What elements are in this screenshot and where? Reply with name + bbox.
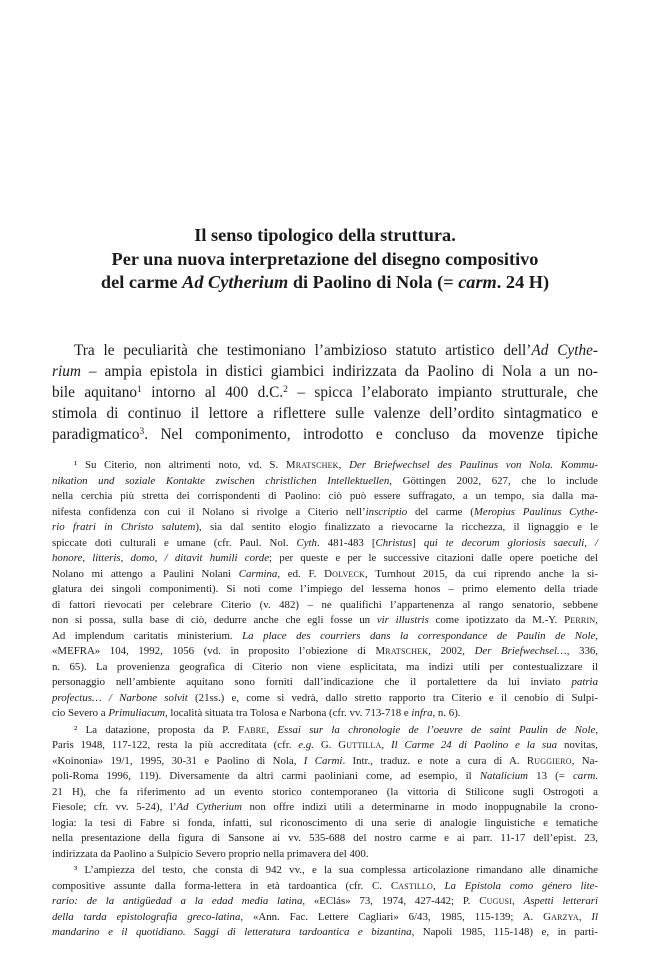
title-line-1: Il senso tipologico della struttura. xyxy=(194,225,456,245)
footnote-ref-3[interactable]: 3 xyxy=(139,426,145,437)
title-line-3: del carme Ad Cytherium di Paolino di Nola (= carm. 24 H) xyxy=(100,272,550,292)
body-line: rium – ampia epistola in distici giambici indirizzata da Paolino di Nola a un no- xyxy=(52,363,598,380)
body-paragraph xyxy=(52,340,598,445)
footnote-3: ³ L’ampiezza del testo, che consta di 942 vv., e la sua complessa articolazione rimandano alle dinamiche compositive assunte dalla forma-lettera in età tardoantica (cfr. C. Castillo, La Epístola como género lite- rario: de la antigüedad a la edad media latina, «EClás» 73, 1974, 427-442; P. Cugusi, Aspetti letterari della tarda epistolografia greco-latina, «Ann. Fac. Lettere Cagliari» 6/43, 1985, 115-139; A. Garzya, Il mandarino e il quotidiano. Saggi di letteratura tardoantica e bizantina, Napoli 1985, 115-148) e, in parti- xyxy=(52,864,599,938)
article-title xyxy=(40,224,610,295)
footnote-ref-2[interactable]: 2 xyxy=(283,384,288,395)
footnote-ref-1[interactable]: 1 xyxy=(137,384,142,395)
body-line: bile aquitano$^1$ intorno al 400 d.C.$^2$ – spicca l’elaborato impianto strutturale, che xyxy=(52,384,598,401)
body-line: paradigmatico$^3$. Nel componimento, introdotto e concluso da movenze tipiche xyxy=(52,426,598,443)
body-line: stimola di continuo il lettore a riflettere sulle valenze dell’ordito sintagmatico e xyxy=(52,405,598,422)
footnotes xyxy=(52,458,598,941)
footnote-1: ¹ Su Citerio, non altrimenti noto, vd. S. Mratschek, Der Briefwechsel des Paulinus von Nola. Kommu- nikation und soziale Kontakte zwischen christlichen Intellektuellen, Göttingen 2002, 627, che lo include nella cerchia più stretta dei corrispondenti di Paolino: ciò può essere suffragato, a un tempo, sia dalla ma- nifesta confidenza con cui il Nolano si rivolge a Citerio nell’inscriptio del carme (Meropius Paulinus Cythe- rio fratri in Christo salutem), sia dal sentito elogio finalizzato a rievocarne la ricchezza, il lignaggio e le spiccate doti culturali e umane (cfr. Paul. Nol. Cyth. 481-483 [Christus] qui te decorum gloriosis saeculi, / honore, litteris, domo, / ditavit humili corde; per queste e per le successive citazioni dalle opere poetiche del Nolano mi attengo a Paulini Nolani Carmina, ed. F. Dolveck, Turnhout 2015, da cui riprendo anche la si- glatura dei singoli componimenti). Si noti come l’impiego del lessema honos – primo elemento della triade di fattori rievocati per celebrare Citerio (v. 482) – ne qualifichi l’appartenenza al rango senatorio, sebbene non si possa, sulla base di ciò, dedurre anche che egli fosse un vir illustris come ipotizzato da M.-Y. Perrin, Ad implendum caritatis ministerium. La place des courriers dans la correspondance de Paulin de Nole, «MEFRA» 104, 1992, 1056 (vd. in proposito l’obiezione di Mratschek, 2002, Der Briefwechsel…, 336, n. 65). La provenienza geografica di Citerio non viene esplicitata, ma indizi utili per contestualizzare il personaggio nell’ambiente aquitano sono forniti dall’indicazione che il portalettere da lui inviato patria profectus… / Narbone solvit (21ss.) e, come si vedrà, dallo stretto rapporto tra Citerio e il cenobio di Sulpi- cio Severo a Primuliacum, località situata tra Tolosa e Narbona (cfr. vv. 713-718 e infra, n. 6). xyxy=(52,459,599,719)
footnote-2: ² La datazione, proposta da P. Fabre, Essai sur la chronologie de l’oeuvre de saint Paulin de Nole, Paris 1948, 117-122, resta la più accreditata (cfr. e.g. G. Guttilla, Il Carme 24 di Paolino e la sua novitas, «Koinonia» 19/1, 1995, 30-31 e Paolino di Nola, I Carmi. Intr., traduz. e note a cura di A. Ruggiero, Na- poli-Roma 1996, 119). Diversamente da altri carmi paoliniani come, ad esempio, il Natalicium 13 (= carm. 21 H), che fa riferimento ad un evento storico contemporaneo (la vittoria di Stilicone sugli Ostrogoti a Fiesole; cfr. vv. 5-24), l’Ad Cytherium non offre indizi utili a determinarne in modo inoppugnabile la crono- logia: la tesi di Fabre si fonda, infatti, sul riconoscimento di una serie di analogie linguistiche e tematiche nella presentazione della figura di Sansone ai vv. 535-688 del nostro carme e ai parr. 11-17 dell’epist. 23, indirizzata da Paolino a Sulpicio Severo proprio nella primavera del 400. xyxy=(52,723,599,860)
title-line-2: Per una nuova interpretazione del disegno compositivo xyxy=(111,248,539,269)
body-line: Tra le peculiarità che testimoniano l’ambizioso statuto artistico dell’Ad Cythe- xyxy=(74,342,598,359)
